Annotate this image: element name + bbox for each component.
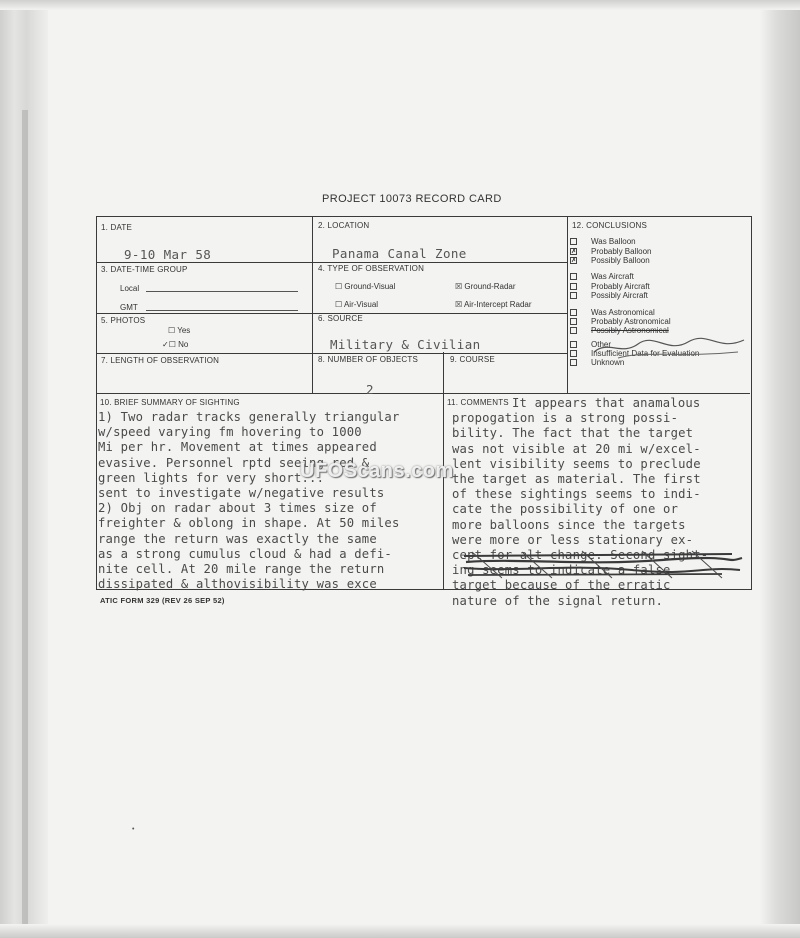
scan-edge-right	[760, 0, 800, 938]
checkbox-icon	[570, 341, 577, 348]
comments-line: more balloons since the targets	[452, 517, 686, 532]
comments-line: the target as material. The first	[452, 472, 701, 487]
spacer	[570, 265, 699, 272]
conclusion-item	[570, 307, 699, 316]
grid-line	[312, 217, 313, 393]
conclusion-label: Unknown	[591, 358, 625, 368]
conclusion-item	[570, 237, 699, 246]
option-label: Air-Intercept Radar	[463, 300, 532, 309]
summary-line: w/speed varying fm hovering to 1000	[98, 425, 362, 440]
checkbox-icon: ☐	[168, 326, 176, 335]
conclusion-item	[570, 282, 699, 291]
observation-type-label: 4. TYPE OF OBSERVATION	[318, 264, 425, 273]
comments-line: target because of the erratic	[452, 578, 671, 593]
comments-line: cept for alt change. Second sight-	[452, 548, 709, 563]
checkbox-icon: ☐	[335, 282, 343, 291]
checkbox-icon	[570, 283, 577, 290]
photos-yes-label: Yes	[177, 326, 191, 335]
checkbox-icon	[570, 318, 577, 325]
local-field-line	[146, 291, 298, 292]
grid-line	[97, 353, 567, 354]
objects-label: 8. NUMBER OF OBJECTS	[318, 355, 419, 364]
length-label: 7. LENGTH OF OBSERVATION	[101, 356, 220, 365]
checkbox-icon	[570, 327, 577, 334]
option-air-intercept-radar	[455, 300, 532, 309]
conclusion-item	[570, 317, 699, 326]
photos-no-label: No	[178, 340, 189, 349]
checkbox-icon	[570, 350, 577, 357]
comments-line: cate the possibility of one or	[452, 502, 679, 517]
grid-line	[97, 393, 750, 394]
checkbox-icon	[570, 309, 577, 316]
conclusion-item	[570, 246, 699, 255]
conclusion-label: Possibly Astronomical	[591, 326, 669, 336]
comments-line: of these sightings seems to indi-	[452, 487, 701, 502]
conclusion-label: Was Astronomical	[591, 307, 655, 317]
specks-icon: •	[132, 826, 135, 833]
photos-no	[162, 340, 188, 349]
summary-line: dissipated & althovisibility was exce	[98, 577, 377, 592]
objects-value: 2	[366, 382, 374, 397]
source-value: Military & Civilian	[330, 337, 481, 352]
checkbox-icon	[570, 292, 577, 299]
comments-line: ing seems to indicate a false	[452, 563, 671, 578]
conclusions-label: 12. CONCLUSIONS	[572, 221, 648, 230]
comments-line: It appears that anamalous	[512, 396, 701, 410]
option-air-visual	[335, 300, 378, 309]
checkbox-icon: ✗	[571, 247, 577, 255]
conclusion-label: Was Balloon	[591, 237, 636, 247]
comments-line: propogation is a strong possi-	[452, 411, 679, 426]
comments-label: 11. COMMENTS	[447, 398, 509, 407]
conclusion-label: Other	[591, 339, 612, 349]
checkbox-icon: ☒	[455, 282, 463, 291]
date-value: 9-10 Mar 58	[124, 247, 212, 262]
comments-line: nature of the signal return.	[452, 593, 664, 608]
location-label: 2. LOCATION	[318, 221, 370, 230]
summary-line: as a strong cumulus cloud & had a defi-	[98, 546, 392, 561]
summary-line: Mi per hr. Movement at times appeared	[98, 440, 377, 455]
comments-line: lent visibility seems to preclude	[452, 456, 701, 471]
option-label: Air-Visual	[343, 300, 379, 309]
summary-line: range the return was exactly the same	[98, 531, 377, 546]
option-ground-visual	[335, 282, 395, 291]
conclusion-label: Probably Balloon	[591, 246, 652, 256]
checkbox-icon: ✗	[571, 256, 577, 264]
checkbox-icon: ☐	[168, 340, 176, 349]
scan-shadow-strip	[22, 110, 28, 930]
summary-line: 2) Obj on radar about 3 times size of	[98, 501, 377, 516]
summary-line: nite cell. At 20 mile range the return	[98, 562, 385, 577]
conclusion-label: Possibly Balloon	[591, 255, 650, 265]
conclusion-label: Insufficient Data for Evaluation	[591, 349, 700, 359]
gmt-field-line	[146, 310, 298, 311]
conclusion-item	[570, 291, 699, 300]
conclusion-item	[570, 272, 699, 281]
option-label: Ground-Visual	[344, 282, 396, 291]
conclusion-item	[570, 256, 699, 265]
gmt-label: GMT	[120, 303, 138, 312]
form-number: ATIC FORM 329 (REV 26 SEP 52)	[100, 596, 225, 605]
summary-line: freighter & oblong in shape. At 50 miles	[98, 516, 400, 531]
spacer	[570, 300, 699, 307]
photos-label: 5. PHOTOS	[101, 316, 146, 325]
summary-line: 1) Two radar tracks generally triangular	[98, 410, 400, 424]
conclusion-label: Probably Astronomical	[591, 316, 671, 326]
checkbox-icon	[570, 238, 577, 245]
checkbox-icon	[570, 273, 577, 280]
handwritten-scribble-icon	[588, 332, 748, 360]
checkbox-icon: ☐	[335, 300, 343, 309]
source-label: 6. SOURCE	[318, 314, 363, 323]
comments-line: were more or less stationary ex-	[452, 532, 694, 547]
comments-line: bility. The fact that the target	[452, 426, 694, 441]
conclusion-label: Probably Aircraft	[591, 281, 650, 291]
option-ground-radar	[455, 282, 516, 291]
check-mark-icon: ✓	[162, 340, 169, 349]
summary-label: 10. BRIEF SUMMARY OF SIGHTING	[100, 398, 240, 407]
summary-line: sent to investigate w/negative results	[98, 486, 385, 501]
checkbox-icon	[570, 359, 577, 366]
summary-line: green lights for very short...	[98, 470, 325, 485]
option-label: Ground-Radar	[464, 282, 516, 291]
conclusion-label: Was Aircraft	[591, 272, 634, 282]
checkbox-icon: ☒	[455, 300, 463, 309]
grid-line	[567, 217, 568, 393]
summary-text	[98, 410, 444, 592]
date-time-group-label: 3. DATE-TIME GROUP	[101, 265, 188, 274]
local-label: Local	[120, 284, 140, 293]
date-label: 1. DATE	[101, 223, 133, 232]
conclusion-label: Possibly Aircraft	[591, 291, 648, 301]
photos-yes	[168, 326, 190, 335]
course-label: 9. COURSE	[450, 355, 495, 364]
card-title: PROJECT 10073 RECORD CARD	[322, 193, 502, 205]
strikethrough-scribble-icon	[462, 548, 744, 582]
comments-line: was not visible at 20 mi w/excel-	[452, 441, 701, 456]
location-value: Panama Canal Zone	[332, 246, 467, 261]
scan-edge-top	[0, 0, 800, 10]
summary-line: evasive. Personnel rptd seeing red &	[98, 455, 370, 470]
grid-line	[443, 352, 444, 392]
grid-line	[97, 262, 567, 263]
watermark-text: UFOScans.com	[300, 460, 454, 482]
scan-edge-bottom	[0, 924, 800, 938]
